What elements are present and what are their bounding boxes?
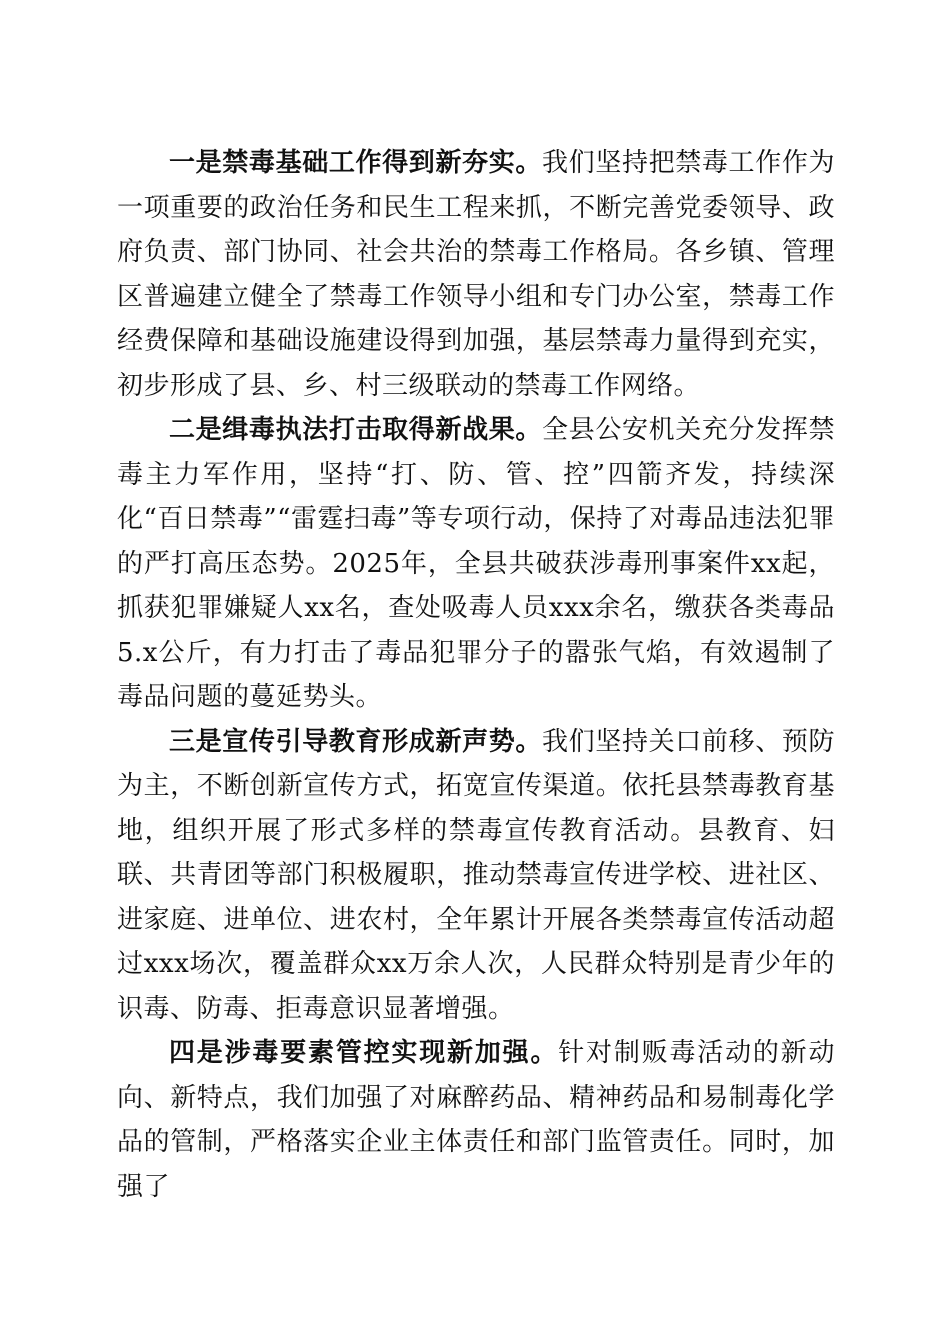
paragraph-foundation-work <box>117 141 835 408</box>
paragraph-body: 全县公安机关充分发挥禁毒主力军作用，坚持“打、防、管、控”四箭齐发，持续深化“百日禁毒”“雷霆扫毒”等专项行动，保持了对毒品违法犯罪的严打高压态势。2025年，全县共破获涉毒刑事案件xx起，抓获犯罪嫌疑人xx名，查处吸毒人员xxx余名，缴获各类毒品5.x公斤，有力打击了毒品犯罪分子的嚣张气焰，有效遏制了毒品问题的蔓延势头。 <box>117 415 835 712</box>
document-page <box>117 141 835 1209</box>
paragraph-publicity-education <box>117 720 835 1032</box>
paragraph-element-control <box>117 1031 835 1209</box>
paragraph-heading: 一是禁毒基础工作得到新夯实。 <box>169 148 543 178</box>
paragraph-body: 我们坚持关口前移、预防为主，不断创新宣传方式，拓宽宣传渠道。依托县禁毒教育基地，组织开展了形式多样的禁毒宣传教育活动。县教育、妇联、共青团等部门积极履职，推动禁毒宣传进学校、进社区、进家庭、进单位、进农村，全年累计开展各类禁毒宣传活动超过xxx场次，覆盖群众xx万余人次，人民群众特别是青少年的识毒、防毒、拒毒意识显著增强。 <box>117 726 835 1024</box>
paragraph-law-enforcement <box>117 408 835 720</box>
paragraph-heading: 二是缉毒执法打击取得新战果。 <box>169 415 543 445</box>
paragraph-body: 针对制贩毒活动的新动向、新特点，我们加强了对麻醉药品、精神药品和易制毒化学品的管制，严格落实企业主体责任和部门监管责任。同时，加强了 <box>117 1038 835 1202</box>
paragraph-body: 我们坚持把禁毒工作作为一项重要的政治任务和民生工程来抓，不断完善党委领导、政府负责、部门协同、社会共治的禁毒工作格局。各乡镇、管理区普遍建立健全了禁毒工作领导小组和专门办公室，禁毒工作经费保障和基础设施建设得到加强，基层禁毒力量得到充实，初步形成了县、乡、村三级联动的禁毒工作网络。 <box>117 148 835 401</box>
paragraph-heading: 四是涉毒要素管控实现新加强。 <box>169 1038 559 1068</box>
paragraph-heading: 三是宣传引导教育形成新声势。 <box>169 726 543 757</box>
